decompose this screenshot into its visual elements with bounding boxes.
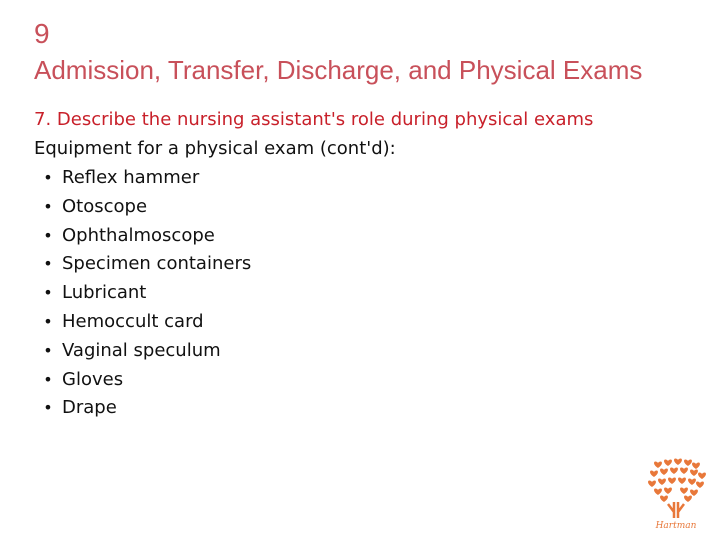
list-item bbox=[34, 339, 251, 368]
bullet-icon: • bbox=[43, 254, 53, 274]
bullet-icon: • bbox=[43, 398, 53, 418]
bullet-icon: • bbox=[43, 225, 53, 245]
bullet-icon: • bbox=[43, 196, 53, 216]
logo-text: Hartman bbox=[655, 521, 697, 531]
bullet-icon: • bbox=[43, 340, 53, 360]
equipment-list bbox=[34, 166, 251, 425]
chapter-title: Admission, Transfer, Discharge, and Physical Exams bbox=[34, 55, 643, 85]
list-item-label: Drape bbox=[62, 397, 117, 419]
bullet-icon: • bbox=[43, 311, 53, 331]
slide-subtitle: 7. Describe the nursing assistant's role during physical exams bbox=[34, 109, 594, 130]
bullet-icon: • bbox=[43, 283, 53, 303]
list-item-label: Gloves bbox=[62, 368, 124, 390]
list-item bbox=[34, 252, 251, 281]
list-item-label: Specimen containers bbox=[62, 253, 252, 275]
list-item-label: Vaginal speculum bbox=[62, 339, 221, 361]
list-item bbox=[34, 368, 251, 397]
list-item-label: Ophthalmoscope bbox=[62, 224, 215, 246]
list-item bbox=[34, 224, 251, 253]
list-item-label: Lubricant bbox=[62, 282, 147, 304]
intro-text: Equipment for a physical exam (cont'd): bbox=[34, 138, 396, 159]
bullet-icon: • bbox=[43, 168, 53, 187]
chapter-number: 9 bbox=[34, 18, 50, 49]
list-item bbox=[34, 396, 251, 425]
list-item-label: Hemoccult card bbox=[62, 310, 204, 332]
list-item-label: Otoscope bbox=[62, 195, 148, 217]
bullet-icon: • bbox=[43, 369, 53, 389]
list-item bbox=[34, 195, 251, 224]
list-item bbox=[34, 166, 251, 195]
hartman-logo-icon bbox=[644, 456, 708, 532]
list-item-label: Reflex hammer bbox=[62, 167, 200, 188]
list-item bbox=[34, 310, 251, 339]
list-item bbox=[34, 281, 251, 310]
